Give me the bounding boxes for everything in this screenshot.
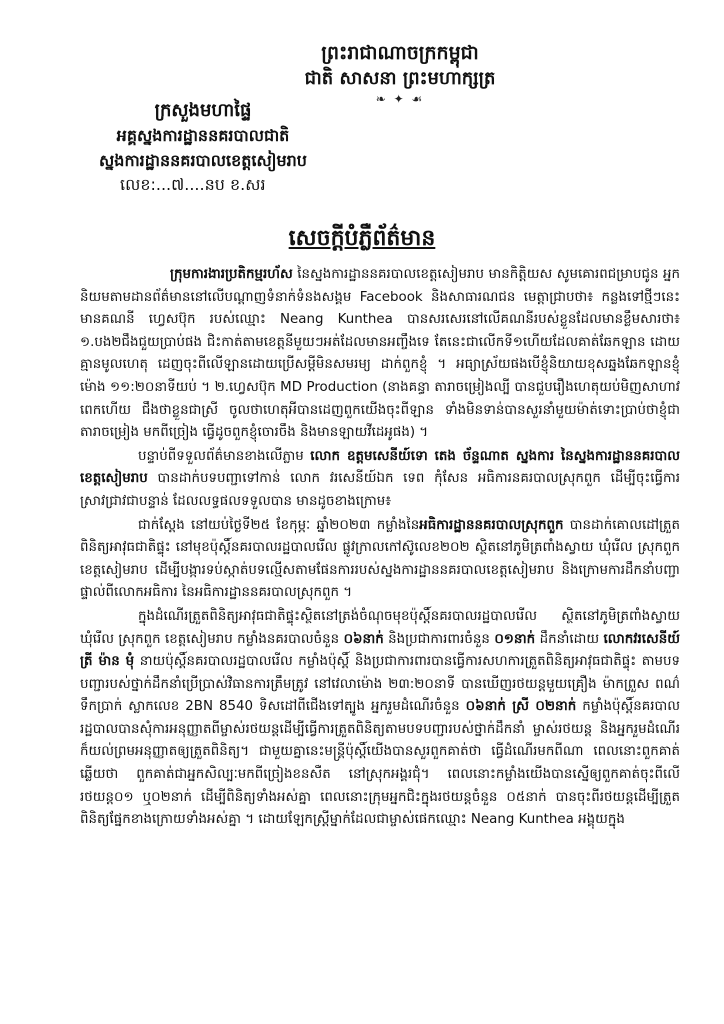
kingdom-header [230,40,570,106]
paragraph-4-police-count: ០៦នាក់ [343,631,384,647]
ornament-divider: ❧ ✦ ☙ [375,92,425,106]
paragraph-4-and: និងប្រជាការពារចំនួន [383,631,495,647]
paragraph-2 [80,446,680,514]
issuing-authority [68,98,338,173]
paragraph-4-guard-count: ០១នាក់ [494,631,536,647]
document-title: សេចក្តីបំភ្លឺព័ត៌មាន [288,226,436,251]
paragraph-3 [80,515,680,605]
paragraph-3-intro: ជាក់ស្តែង នៅយប់ថ្ងៃទី២៥ ខែកុម្ភៈ ឆ្នាំ២០២៣ កម្លាំងនៃ [138,517,420,533]
paragraph-4-continued: កម្លាំងប៉ុស្តិ៍នគរបាលរដ្ឋបាលបានសុំការអនុញ្ញាតពីម្ចាស់រថយន្តដើម្បីធ្វើការត្រួតពិនិត្យតាមបទបញ្ជារបស់ថ្នាក់ដឹកនាំ ម្ចាស់រថយន្ត និងអ្នករួមដំណើរក៏យល់ព្រមអនុញ្ញាតឲ្យត្រួតពិនិត្យ។ ជាមួយគ្នានេះមន្ត្រីប៉ុស្តិ៍យើងបានសួរពួកគាត់ថា ធ្វើដំណើរមកពីណា ពេលនោះពួកគាត់ឆ្លើយថា ពួកគាត់ជាអ្នកសិល្បៈមកពីច្រៀងខនសឺត នៅស្រុកអង្គរជុំ។ ពេលនោះកម្លាំងយើងបានស្នើឲ្យពួកគាត់ចុះពីលើរថយន្ត០១ ឬ០២នាក់ ដើម្បីពិនិត្យទាំងអស់គ្នា ពេលនោះក្រុមអ្នកជិះក្នុងរថយន្តចំនួន ០៥នាក់ បានចុះពីរថយន្តដើម្បីត្រួតពិនិត្យផ្នែកខាងក្រោយទាំងអស់គ្នា ។ ដោយឡែកស្ត្រីម្នាក់ដែលជាម្ចាស់ផេកឈ្មោះ Neang Kunthea អង្គុយក្នុង [80,699,680,828]
provincial-commissariat: ស្នងការដ្ឋាននគរបាលខេត្តសៀមរាប [99,151,307,170]
general-commissariat: អគ្គស្នងការដ្ឋាននគរបាលជាតិ [116,126,290,145]
ministry-name: ក្រសួងមហាផ្ទៃ [154,100,252,121]
paragraph-4-led-by: ដឹកនាំដោយ [535,631,604,647]
reference-number: លេខ:...៧....នប ខ.សរ [120,175,266,194]
paragraph-4 [80,606,680,832]
paragraph-2-text: បានដាក់បទបញ្ជាទៅកាន់ លោក វរសេនីយ៍ឯក ទេព កុំសែន អធិការនគរបាលស្រុកពួក ដើម្បីចុះធ្វើការស្រាវជ្រាវជាបន្ទាន់ ដែលលទ្ធផលទទួលបាន មានដូចខាងក្រោម៖ [80,471,680,509]
paragraph-4-officer: លោកវរសេនីយ៍ត្រី ម៉ាន មុំ [80,631,680,670]
kingdom-name: ព្រះរាជាណាចក្រកម្ពុជា [321,42,479,64]
paragraph-2-intro: បន្ទាប់ពីទទួលព័ត៌មានខាងលើភ្លាម [138,448,311,464]
paragraph-4-text: នាយប៉ុស្តិ៍នគរបាលរដ្ឋបាលរើល កម្លាំងប៉ុស្តិ៍ និងប្រជាការពារបានធ្វើការសហការត្រួតពិនិត្យអាវុធជាតិផ្ទុះ តាមបទបញ្ជារបស់ថ្នាក់ដឹកនាំប្រើប្រាស់វិធានការត្រឹមត្រូវ នៅវេលាម៉ោង ២៣:២០នាទី បានឃើញរថយន្តមួយគ្រឿង ម៉ាកព្រួស ពណ៌ទឹកប្រាក់ ស្លាកលេខ 2BN 8540 ទិសដៅពីជើងទៅត្បូង អ្នករួមដំណើរចំនួន [80,654,681,715]
paragraph-4-passengers: ០៦នាក់ ស្រី ០២នាក់ [465,699,577,715]
document-body [80,264,680,832]
paragraph-3-text: បានដាក់គោលដៅត្រួតពិនិត្យអាវុធជាតិផ្ទុះ នៅមុខប៉ុស្តិ៍នគរបាលរដ្ឋបាលរើល ផ្លូវក្រាលកៅស៊ូលេខ២០២ ស្ថិតនៅភូមិត្រពាំងស្វាយ ឃុំរើល ស្រុកពួក ខេត្តសៀមរាប ដើម្បីបង្ការទប់ស្កាត់បទល្មើសតាមផែនការរបស់ស្នងការដ្ឋាននគរបាលខេត្តសៀមរាប និងក្រោមការដឹកនាំបញ្ជាផ្ទាល់ពីលោកអធិការ នៃអធិការដ្ឋាននគរបាលស្រុកពួក ។ [80,517,680,601]
paragraph-1-text: នៃស្នងការដ្ឋាននគរបាលខេត្តសៀមរាប មានកិត្តិយស សូមគោរពជម្រាបជូន អ្នកនិយមតាមដានព័ត៌មាននៅលើបណ្តាញទំនាក់ទំនងសង្គម Facebook និងសាធារណជន មេត្តាជ្រាបថា៖ កន្លងទៅថ្មីៗនេះមានគណនី ហ្វេសប៊ុក របស់ឈ្មោះ Neang Kunthea បានសរសេរនៅលើគណនីរបស់ខ្លួនដែលមានខ្លឹមសារថា៖ ១.បង២ជឹងជួយប្រាប់ផង ជិះកាត់តាមខេត្តនីមួយៗអត់ដែលមានអញ្ចឹងទេ តែនេះជាលើកទី១ហើយដែលគាត់ឆែកឡាន ដោយគ្មានមូលហេតុ ដេញចុះពីលើឡានដោយប្រើសម្ដីមិនសមរម្យ ដាក់ពួកខ្ញុំ ។ អធ្យាស្រ័យផងបើខ្ញុំនិយាយខុសឆ្នងឆែកឡានខ្ញុំម៉ោង ១១:២០នាទីយប់ ។ ២.ហ្វេសប៊ុក MD Production (នាងគន្ធា តារាចម្រៀងល្បី បានជួបរឿងហេតុយប់មិញសាហាវពេកហើយ ជឹងថាខ្លួនជាស្រី ចូលថាហេតុអីបានដេញពួកយើងចុះពីឡាន ទាំងមិនទាន់បានសួរនាំមួយម៉ាត់ទោះប្រាប់ថាខ្ញុំជាតារាចម្រៀង មកពីច្រៀង ធ្វើដូចពួកខ្ញុំចោរចឹង និងមានឡាយវីដេអូផង) ។ [80,267,680,441]
paragraph-1-lead: ក្រុមការងារប្រតិកម្មរហ័ស [170,267,293,282]
paragraph-2-commissioner: លោក ឧត្តមសេនីយ៍ទោ តេង ច័ន្ទណាត ស្នងការ នៃស្នងការដ្ឋាននគរបាលខេត្តសៀមរាប [80,448,680,487]
paragraph-4-intro: ក្នុងដំណើរត្រួតពិនិត្យអាវុធជាតិផ្ទុះស្ថិតនៅត្រង់ចំណុចមុខប៉ុស្តិ៍នគរបាលរដ្ឋបាលរើល ស្ថិតនៅភូមិត្រពាំងស្វាយ ឃុំរើល ស្រុកពួក ខេត្តសៀមរាប កម្លាំងនគរបាលចំនួន [80,608,680,647]
paragraph-3-station: អធិការដ្ឋាននគរបាលស្រុកពួក [419,517,564,533]
national-motto: ជាតិ សាសនា ព្រះមហាក្សត្រ [304,68,496,89]
paragraph-1 [80,264,680,445]
